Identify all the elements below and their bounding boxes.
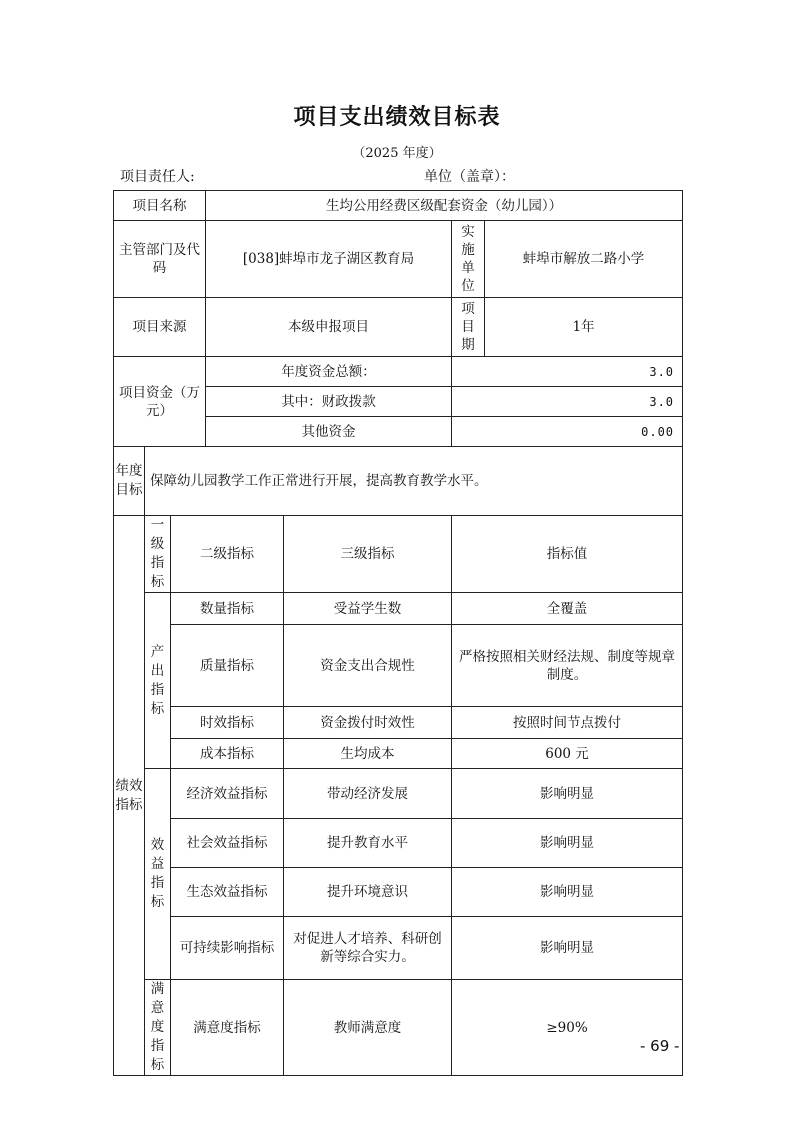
level3-cell: 提升教育水平 [284, 819, 452, 868]
year-label: （2025 年度） [352, 146, 442, 161]
output-indicator-label: 产出指标 [145, 593, 171, 769]
level2-cell: 数量指标 [171, 593, 284, 625]
level3-cell: 资金支出合规性 [284, 625, 452, 707]
responsible-person-label: 项目责任人: [120, 169, 195, 185]
implementing-unit-label: 实施单位 [452, 221, 485, 298]
level2-cell: 质量指标 [171, 625, 284, 707]
project-period-label: 项目期 [452, 298, 485, 357]
funds-total-row [114, 357, 683, 387]
value-cell: 影响明显 [452, 917, 683, 980]
table-row [114, 739, 683, 769]
project-name-value: 生均公用经费区级配套资金（幼儿园）） [206, 191, 683, 221]
value-cell: 影响明显 [452, 868, 683, 917]
project-name-row [114, 191, 683, 221]
project-funds-label: 项目资金（万元） [114, 357, 206, 447]
value-cell: 全覆盖 [452, 593, 683, 625]
table-row [114, 819, 683, 868]
document-title: 项目支出绩效目标表 [293, 105, 501, 130]
value-cell: ≥90% [452, 980, 683, 1076]
project-period-value: 1年 [485, 298, 683, 357]
department-label: 主管部门及代码 [114, 221, 206, 298]
level2-cell: 社会效益指标 [171, 819, 284, 868]
performance-target-table [113, 190, 683, 1076]
level3-cell: 受益学生数 [284, 593, 452, 625]
header-level3: 三级指标 [284, 516, 452, 593]
table-row [114, 625, 683, 707]
level2-cell: 可持续影响指标 [171, 917, 284, 980]
header-level1: 一级指标 [145, 516, 171, 593]
page-number: - 69 - [640, 1037, 680, 1055]
header-value: 指标值 [452, 516, 683, 593]
level2-cell: 成本指标 [171, 739, 284, 769]
level2-cell: 满意度指标 [171, 980, 284, 1076]
value-cell: 600 元 [452, 739, 683, 769]
level3-cell: 带动经济发展 [284, 769, 452, 819]
table-row [114, 917, 683, 980]
value-cell: 影响明显 [452, 769, 683, 819]
level2-cell: 生态效益指标 [171, 868, 284, 917]
project-source-row [114, 298, 683, 357]
value-cell: 严格按照相关财经法规、制度等规章制度。 [452, 625, 683, 707]
level3-cell: 提升环境意识 [284, 868, 452, 917]
table-row [114, 593, 683, 625]
table-row [114, 769, 683, 819]
level2-cell: 经济效益指标 [171, 769, 284, 819]
performance-indicator-label: 绩效指标 [114, 516, 145, 1076]
implementing-unit-value: 蚌埠市解放二路小学 [485, 221, 683, 298]
level3-cell: 教师满意度 [284, 980, 452, 1076]
level3-cell: 生均成本 [284, 739, 452, 769]
level3-cell: 对促进人才培养、科研创新等综合实力。 [284, 917, 452, 980]
fiscal-allocation-label: 其中：财政拨款 [206, 387, 452, 417]
department-row [114, 221, 683, 298]
unit-stamp-label: 单位（盖章）： [424, 169, 515, 185]
project-source-value: 本级申报项目 [206, 298, 452, 357]
project-name-label: 项目名称 [114, 191, 206, 221]
annual-goal-label: 年度目标 [114, 447, 145, 516]
indicator-header-row [114, 516, 683, 593]
value-cell: 按照时间节点拨付 [452, 707, 683, 739]
level3-cell: 资金拨付时效性 [284, 707, 452, 739]
level2-cell: 时效指标 [171, 707, 284, 739]
other-funds-label: 其他资金 [206, 417, 452, 447]
department-value: [038]蚌埠市龙子湖区教育局 [206, 221, 452, 298]
fiscal-allocation-value: 3.0 [452, 387, 683, 417]
other-funds-value: 0.00 [452, 417, 683, 447]
header-level2: 二级指标 [171, 516, 284, 593]
benefit-indicator-label: 效益指标 [145, 769, 171, 980]
annual-goal-row [114, 447, 683, 516]
project-source-label: 项目来源 [114, 298, 206, 357]
table-row [114, 980, 683, 1076]
annual-total-value: 3.0 [452, 357, 683, 387]
annual-total-label: 年度资金总额： [206, 357, 452, 387]
annual-goal-text: 保障幼儿园教学工作正常进行开展，提高教育教学水平。 [145, 447, 683, 516]
table-row [114, 707, 683, 739]
value-cell: 影响明显 [452, 819, 683, 868]
table-row [114, 868, 683, 917]
satisfaction-indicator-label: 满意度指标 [145, 980, 171, 1076]
